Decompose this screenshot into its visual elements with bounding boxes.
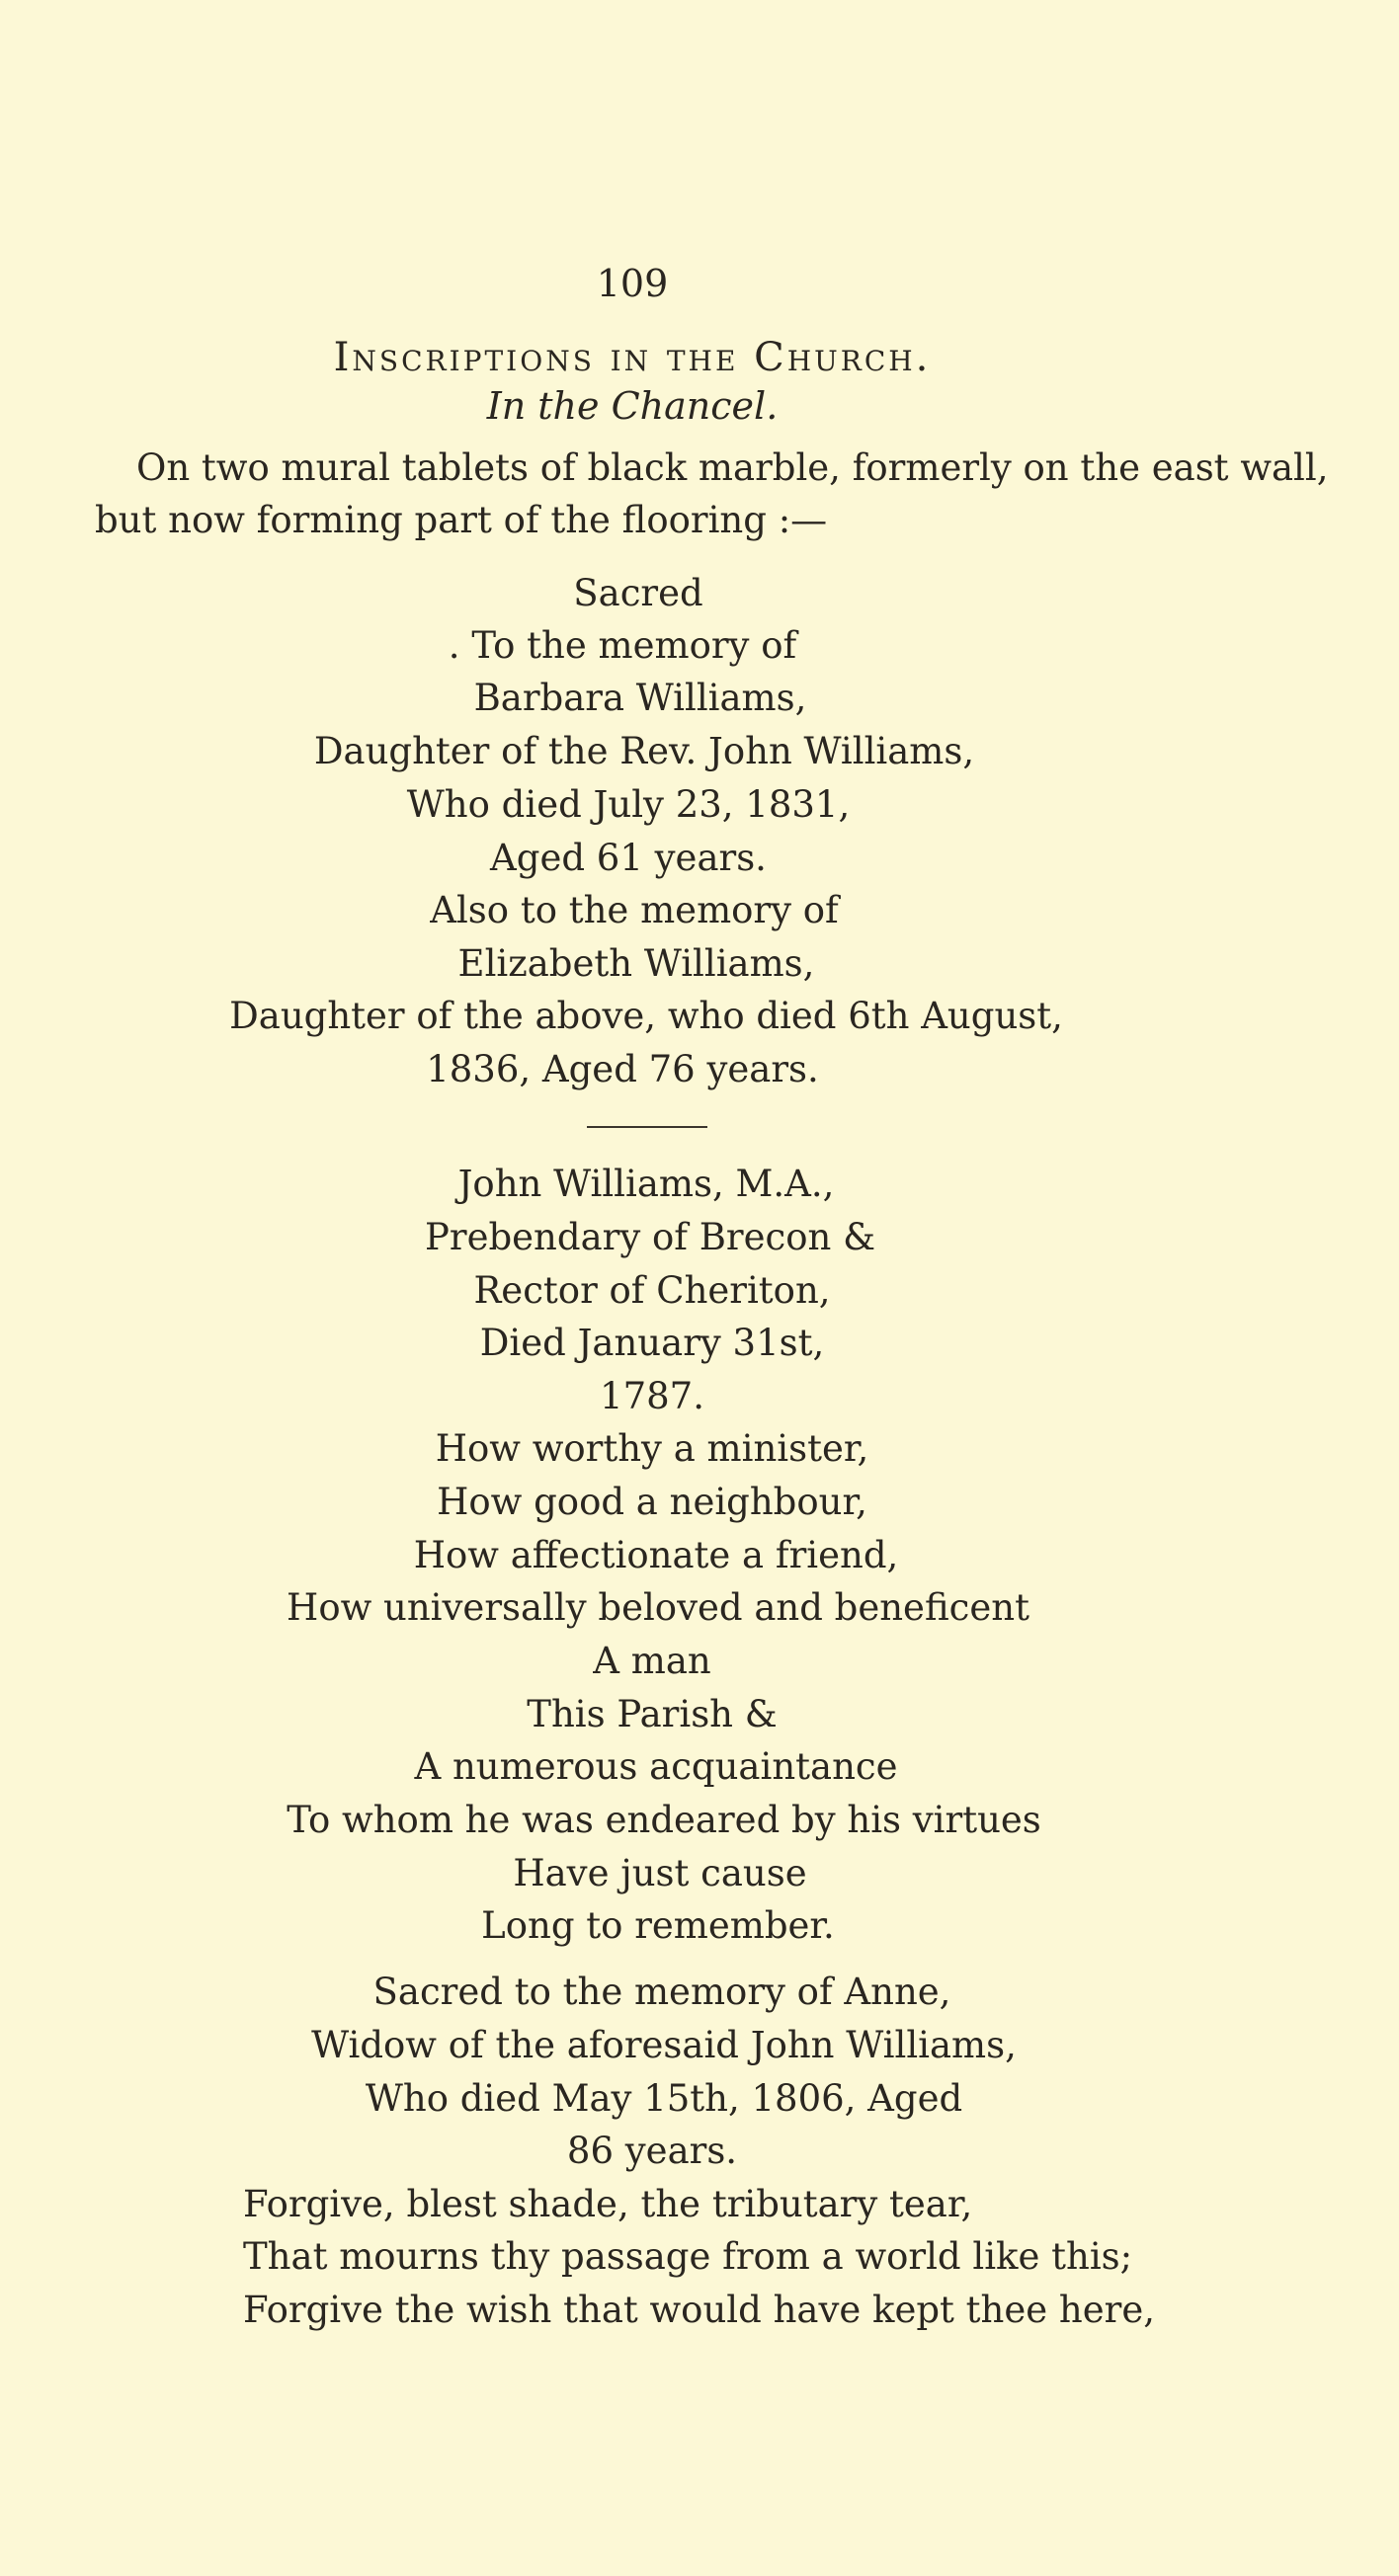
inscription-line: Aged 61 years. (490, 837, 767, 879)
intro-line-1: On two mural tablets of black marble, formerly on the east wall, (136, 446, 1329, 489)
inscription-line: Sacred to the memory of Anne, (372, 1971, 951, 2013)
inscription-line: Long to remember. (481, 1904, 835, 1947)
inscription-line: 1787. (600, 1375, 704, 1417)
inscription-line: To whom he was endeared by his virtues (287, 1799, 1041, 1841)
inscription-line: Elizabeth Williams, (457, 942, 815, 985)
inscription-line: Died January 31st, (479, 1322, 825, 1364)
inscription-line: How worthy a minister, (435, 1427, 869, 1470)
inscription-line: How affectionate a friend, (413, 1534, 899, 1576)
inscription-line: A numerous acquaintance (414, 1745, 898, 1788)
inscription-line: Widow of the aforesaid John Williams, (311, 2024, 1017, 2066)
divider-rule (587, 1126, 707, 1128)
verse-line: Forgive, blest shade, the tributary tear, (243, 2183, 973, 2225)
intro-line-2: but now forming part of the flooring :— (95, 499, 828, 541)
inscription-line: Have just cause (513, 1852, 807, 1894)
verse-line: That mourns thy passage from a world like this; (243, 2235, 1133, 2278)
inscription-line: Barbara Williams, (473, 677, 807, 719)
inscription-line: 1836, Aged 76 years. (426, 1048, 819, 1090)
page-number: 109 (596, 262, 669, 305)
inscription-line: A man (593, 1640, 711, 1682)
inscription-line: How universally beloved and beneficent (287, 1586, 1029, 1629)
inscription-line: Who died May 15th, 1806, Aged (365, 2077, 963, 2120)
section-heading: Inscriptions in the Church. (333, 335, 932, 380)
inscription-line: How good a neighbour, (437, 1481, 867, 1523)
inscription-line: Prebendary of Brecon & (424, 1216, 876, 1258)
inscription-line: Who died July 23, 1831, (406, 783, 851, 826)
inscription-line: Daughter of the Rev. John Williams, (313, 730, 975, 772)
inscription-line: 86 years. (566, 2130, 738, 2172)
inscription-line: Rector of Cheriton, (473, 1269, 831, 1312)
inscription-line: Also to the memory of (430, 889, 839, 931)
verse-line: Forgive the wish that would have kept thee here, (243, 2289, 1155, 2331)
inscription-line: . To the memory of (448, 624, 797, 667)
inscription-line: Daughter of the above, who died 6th August, (229, 995, 1063, 1037)
section-subheading: In the Chancel. (486, 384, 779, 428)
inscription-line: This Parish & (527, 1693, 778, 1735)
inscription-line: Sacred (573, 572, 703, 614)
inscription-line: John Williams, M.A., (457, 1163, 835, 1205)
